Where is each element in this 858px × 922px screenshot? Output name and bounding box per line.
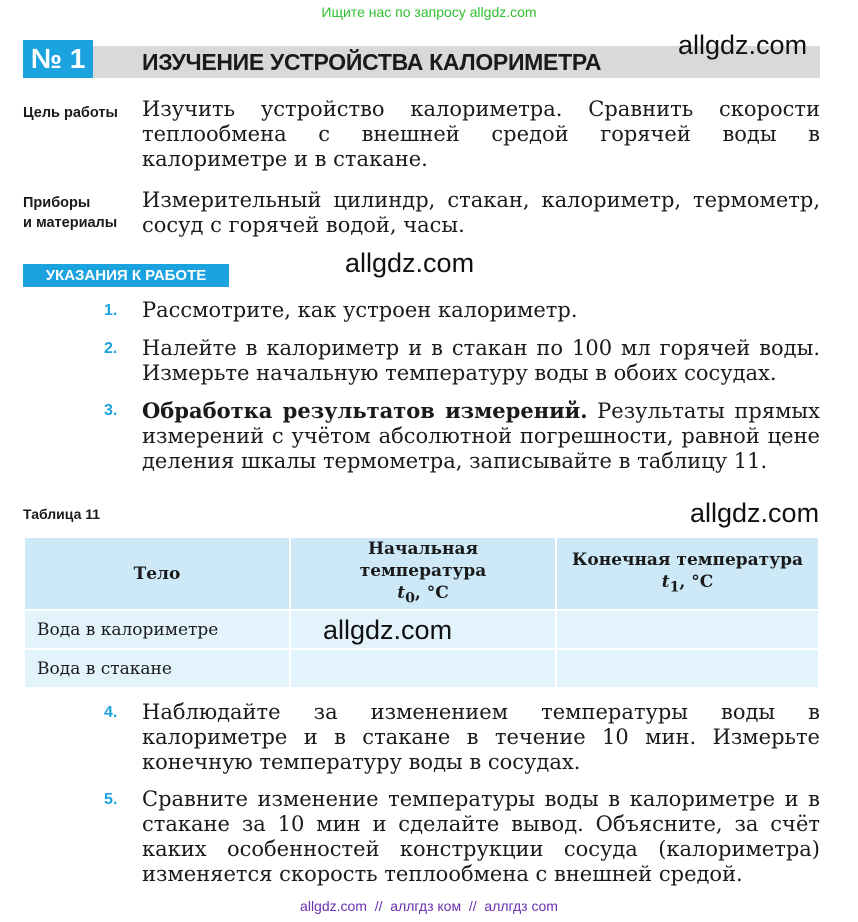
- header-text: Начальная температура: [359, 539, 487, 581]
- table-row: [24, 649, 819, 688]
- footer-links: allgdz.com // аллгдз ком // аллгдз com: [300, 898, 558, 914]
- step-number: 5.: [104, 791, 118, 808]
- step-text: Рассмотрите, как устроен калориметр.: [142, 298, 578, 322]
- unit: , °C: [414, 583, 449, 603]
- equipment-label-1: Приборы: [23, 195, 91, 211]
- step-rest: Результаты прямых измерений с учётом абсолютной погрешности, равной цене деления шкалы термометра, записывайте в таблицу 11.: [142, 399, 820, 473]
- cell: [290, 649, 556, 688]
- search-hint: Ищите нас по запросу allgdz.com: [321, 4, 537, 20]
- equipment-text: Измерительный цилиндр, стакан, калориметр, термометр, сосуд с горячей водой, часы.: [142, 188, 820, 237]
- table-header-row: [24, 537, 819, 610]
- table-caption: Таблица 11: [23, 506, 101, 522]
- unit-sub: 1: [669, 579, 680, 596]
- goal-text: Изучить устройство калориметра. Сравнить скорости теплообмена с внешней средой горячей воды в калориметре и в стакане.: [142, 97, 820, 171]
- step-number: 3.: [104, 402, 118, 419]
- step-number: 4.: [104, 704, 118, 721]
- equipment-label-2: и материалы: [23, 215, 118, 231]
- step-text: [142, 398, 820, 474]
- watermark: allgdz.com: [323, 615, 453, 645]
- unit: , °C: [679, 572, 714, 592]
- cell: [556, 649, 819, 688]
- work-number: № 1: [23, 40, 93, 78]
- header-cell: Тело: [24, 537, 290, 610]
- watermark: allgdz.com: [678, 30, 808, 60]
- cell: Вода в стакане: [24, 649, 290, 688]
- cell: Вода в калориметре: [24, 610, 290, 649]
- header-text: Конечная температура: [571, 550, 804, 570]
- results-table: [23, 536, 820, 689]
- step-text: Наблюдайте за изменением температуры воды в калориметре и в стакане в течение 10 мин. Измерьте конечную температуру воды в сосудах.: [142, 700, 820, 774]
- step-text: Налейте в калориметр и в стакан по 100 мл горячей воды. Измерьте начальную температуру воды в обоих сосудах.: [142, 336, 820, 385]
- step-text: Сравните изменение температуры воды в калориметре и в стакане за 10 мин и сделайте вывод. Объясните, за счёт каких особенностей конструкции сосуда (калориметра) изменяется скорость теплообмена с внешней средой.: [142, 787, 820, 886]
- step-number: 1.: [104, 302, 118, 319]
- equipment-label: [23, 193, 117, 233]
- watermark: allgdz.com: [690, 498, 820, 528]
- step-number: 2.: [104, 340, 118, 357]
- cell: [556, 610, 819, 649]
- step-bold: Обработка результатов измерений.: [142, 398, 588, 423]
- page-title: ИЗУЧЕНИЕ УСТРОЙСТВА КАЛОРИМЕТРА: [142, 49, 602, 75]
- unit-sym: t: [661, 572, 670, 592]
- header-cell: [556, 537, 819, 610]
- section-title: УКАЗАНИЯ К РАБОТЕ: [23, 264, 229, 287]
- watermark: allgdz.com: [345, 248, 475, 278]
- goal-label: Цель работы: [23, 105, 118, 121]
- unit-sub: 0: [405, 590, 415, 607]
- header-cell: [290, 537, 556, 610]
- unit-sym: t: [397, 583, 406, 603]
